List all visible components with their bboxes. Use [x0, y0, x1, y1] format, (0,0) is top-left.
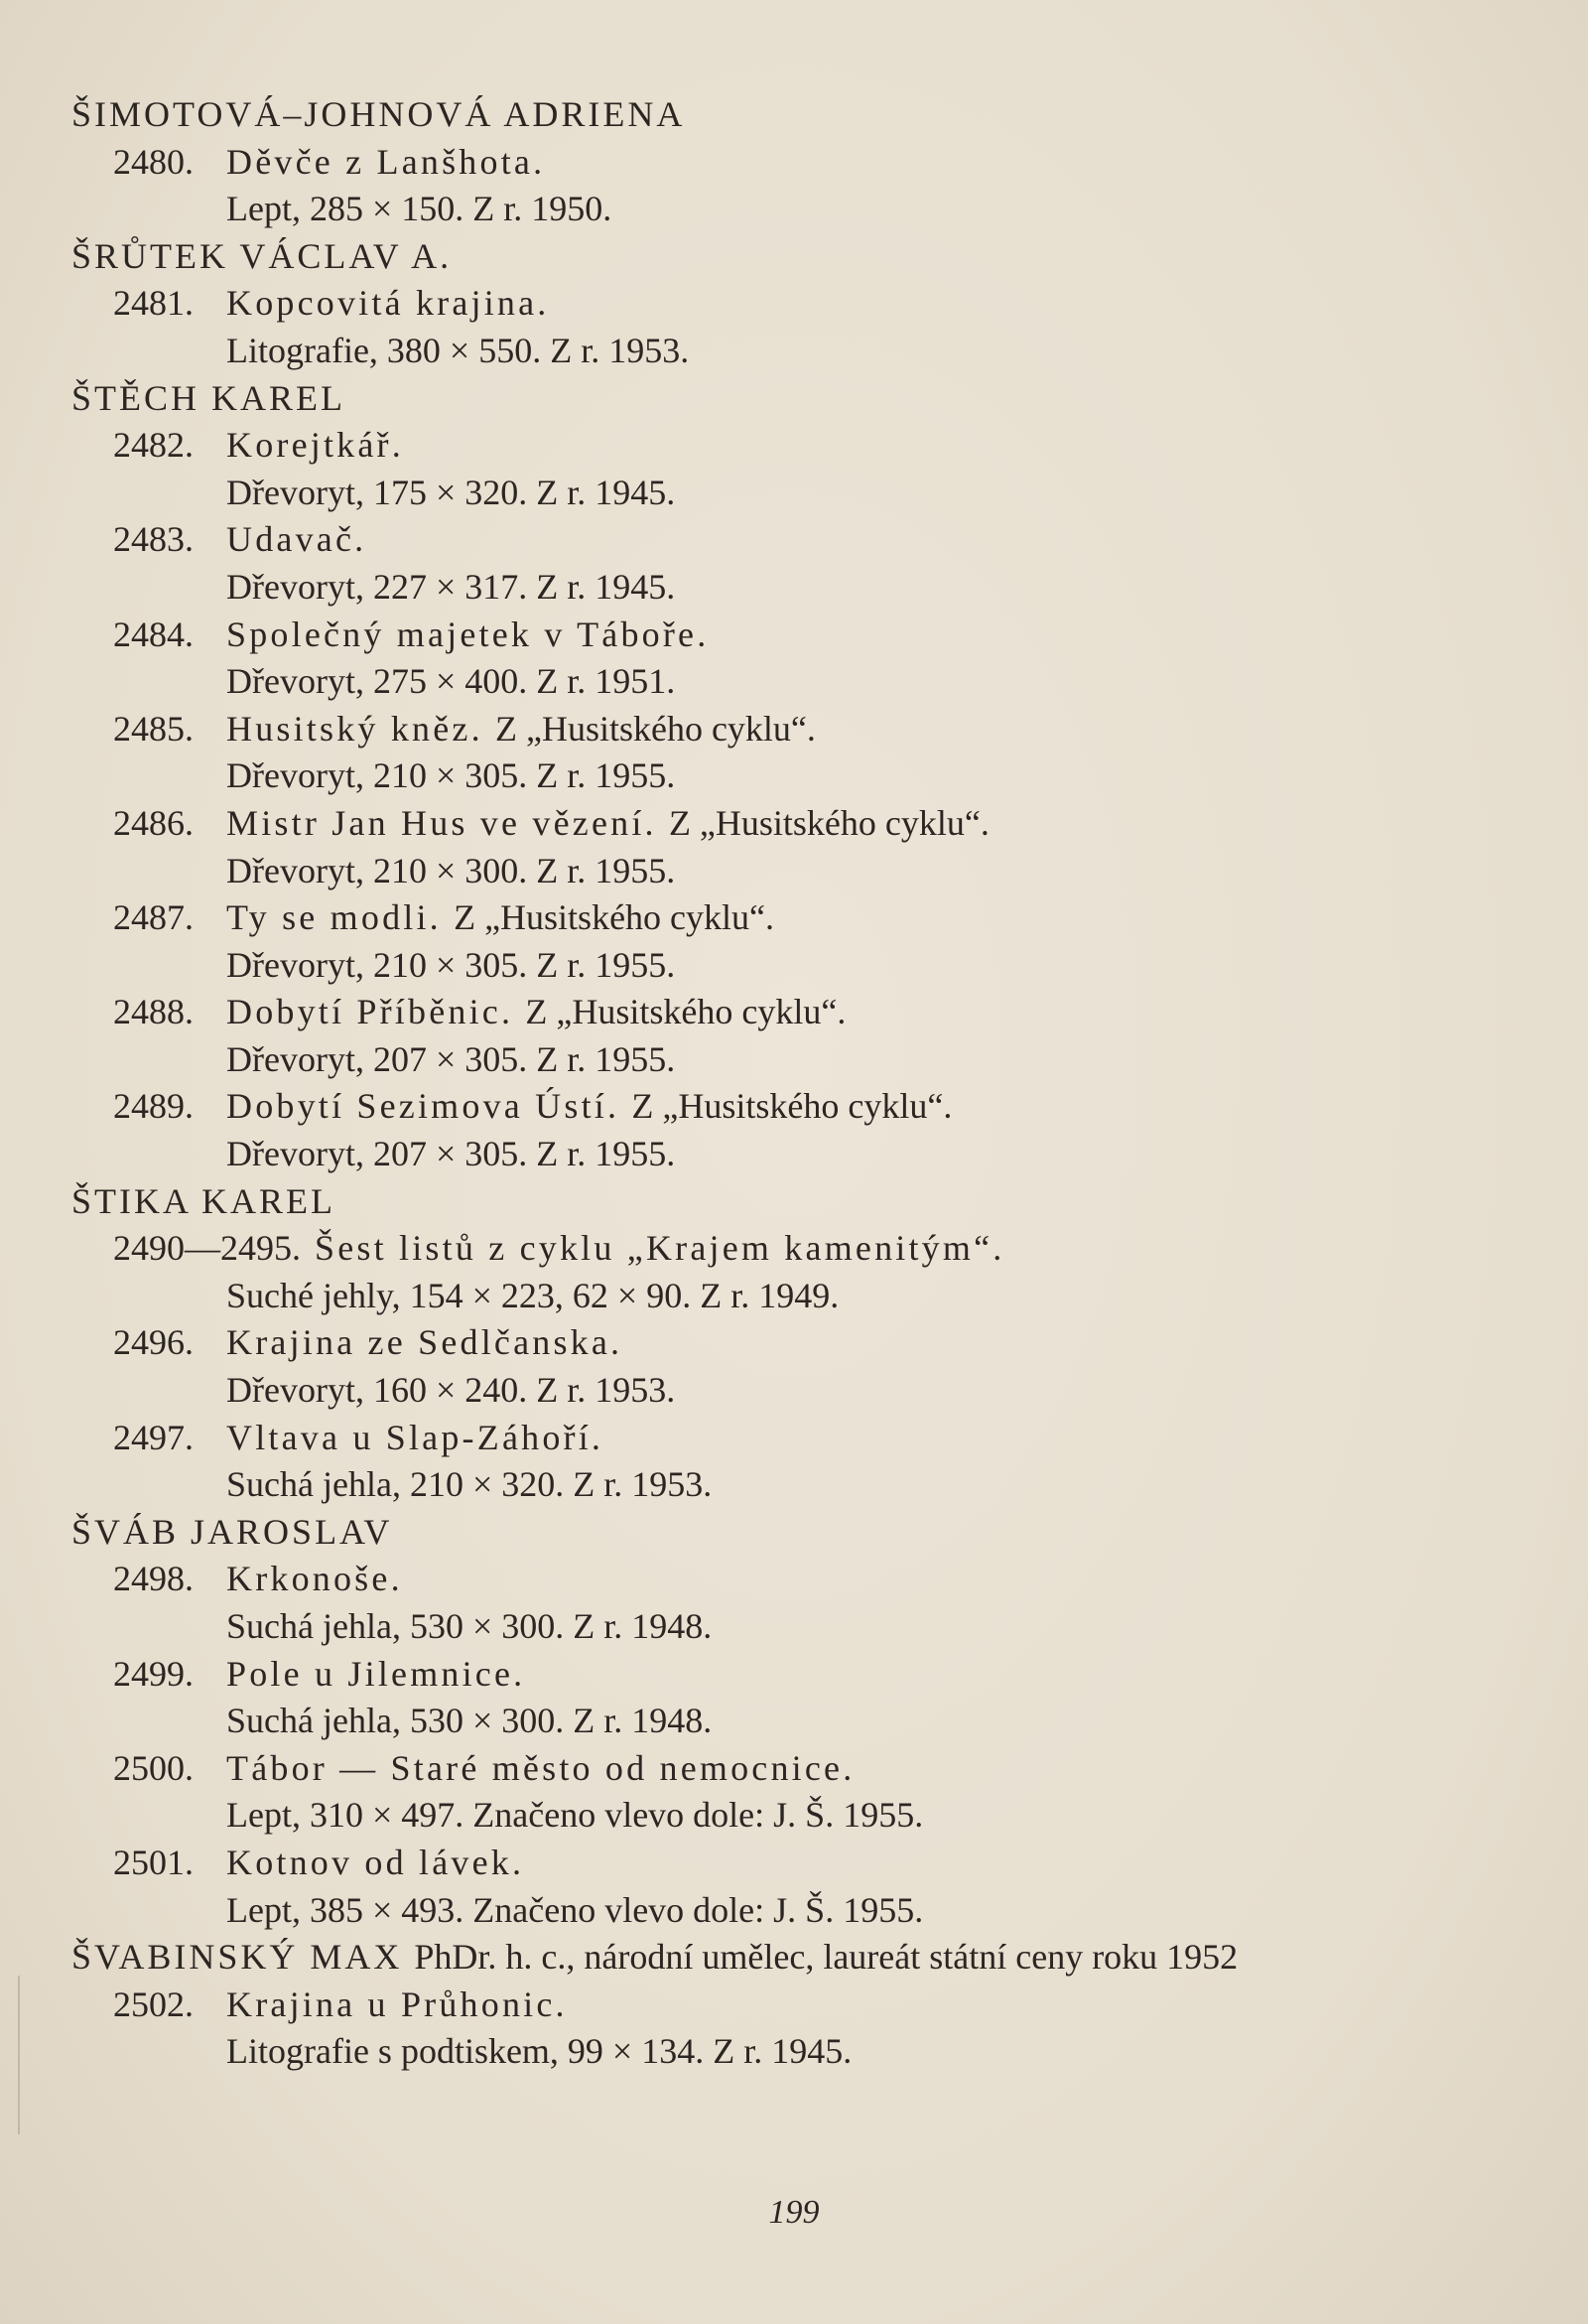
entry-number: 2502.	[113, 1983, 194, 2024]
catalog-entry	[71, 1225, 1521, 1319]
entry-detail: Dřevoryt, 210 × 305. Z r. 1955.	[226, 755, 676, 796]
entry-number: 2498.	[113, 1559, 194, 1599]
entry-number: 2490—2495.	[113, 1228, 301, 1269]
artist-heading	[71, 1178, 1521, 1226]
entry-source: Z „Husitského cyklu“.	[525, 992, 847, 1032]
entry-number: 2480.	[113, 141, 194, 182]
entry-title-line	[71, 1556, 1521, 1603]
entry-source: Z „Husitského cyklu“.	[494, 708, 816, 749]
entry-title	[226, 142, 545, 182]
entry-title	[226, 1559, 403, 1598]
entry-number: 2486.	[113, 802, 194, 843]
entry-detail: Lept, 310 × 497. Značeno vlevo dole: J. Š. 1955.	[226, 1795, 924, 1836]
entry-title	[226, 1843, 524, 1882]
entry-title	[226, 992, 846, 1031]
entry-detail: Suchá jehla, 530 × 300. Z r. 1948.	[226, 1701, 713, 1741]
catalog-entry	[71, 612, 1521, 706]
entry-title	[226, 1654, 525, 1694]
catalog-entry	[71, 1982, 1521, 2076]
entry-title	[226, 1322, 622, 1362]
entry-title-text: Šest listů z cyklu „Krajem kamenitým“.	[315, 1228, 1005, 1269]
artist-heading	[71, 375, 1521, 423]
entry-number: 2496.	[113, 1322, 194, 1363]
entry-number: 2481.	[113, 283, 194, 324]
entry-title	[226, 1086, 952, 1126]
entry-detail: Suchá jehla, 530 × 300. Z r. 1948.	[226, 1606, 713, 1646]
entry-detail: Dřevoryt, 210 × 305. Z r. 1955.	[226, 944, 676, 985]
entry-detail: Dřevoryt, 210 × 300. Z r. 1955.	[226, 850, 676, 890]
catalog-entry	[71, 706, 1521, 800]
catalog-entry	[71, 1745, 1521, 1840]
catalog-entry	[71, 1651, 1521, 1745]
entry-title-text: Kotnov od lávek.	[226, 1842, 525, 1882]
entry-detail: Litografie, 380 × 550. Z r. 1953.	[226, 330, 690, 370]
entry-title-text: Děvče z Lanšhota.	[226, 141, 546, 182]
entry-title-text: Krajina u Průhonic.	[226, 1983, 568, 2024]
artist-heading	[71, 233, 1521, 281]
entry-title	[226, 1984, 568, 2024]
entry-title-line	[71, 139, 1521, 187]
entry-number: 2484.	[113, 614, 194, 654]
entry-number: 2499.	[113, 1653, 194, 1694]
entry-title	[226, 1748, 855, 1788]
entry-title	[226, 803, 990, 843]
entry-title	[226, 615, 709, 654]
artist-heading	[71, 1934, 1521, 1982]
artist-name: ŠVÁB JAROSLAV	[71, 1511, 393, 1552]
catalog-entry	[71, 1556, 1521, 1650]
page-number: 199	[768, 2194, 820, 2231]
entry-title-text: Ty se modli.	[226, 897, 442, 938]
entry-title-line	[71, 1745, 1521, 1793]
artist-name: ŠVABINSKÝ MAX	[71, 1937, 403, 1978]
entry-title-line	[71, 800, 1521, 848]
entry-number: 2483.	[113, 519, 194, 560]
entry-title	[315, 1228, 1004, 1268]
entry-source: Z „Husitského cyklu“.	[668, 802, 990, 843]
artist-name: ŠTIKA KAREL	[71, 1180, 335, 1221]
margin-mark	[18, 1976, 20, 2134]
entry-source: Z „Husitského cyklu“.	[454, 897, 775, 938]
entry-detail: Dřevoryt, 160 × 240. Z r. 1953.	[226, 1370, 676, 1411]
entry-title-line	[71, 1651, 1521, 1699]
catalog-listing	[71, 91, 1521, 2076]
artist-heading	[71, 91, 1521, 139]
entry-number: 2482.	[113, 425, 194, 466]
entry-title	[226, 1418, 603, 1457]
catalog-entry	[71, 989, 1521, 1083]
entry-detail: Dřevoryt, 207 × 305. Z r. 1955.	[226, 1038, 676, 1079]
entry-number: 2500.	[113, 1747, 194, 1788]
entry-number: 2488.	[113, 992, 194, 1032]
entry-title	[226, 519, 366, 559]
entry-source: Z „Husitského cyklu“.	[631, 1086, 953, 1127]
entry-title-line	[71, 1982, 1521, 2029]
entry-title-text: Společný majetek v Táboře.	[226, 614, 710, 654]
entry-title-text: Korejtkář.	[226, 425, 404, 466]
entry-title-text: Mistr Jan Hus ve vězení.	[226, 802, 657, 843]
entry-title-line	[71, 1319, 1521, 1367]
catalog-entry	[71, 1415, 1521, 1509]
entry-title-line	[71, 516, 1521, 564]
entry-title-line	[71, 1415, 1521, 1462]
entry-number: 2497.	[113, 1417, 194, 1457]
entry-title-text: Vltava u Slap-Záhoří.	[226, 1417, 604, 1457]
entry-title-text: Krkonoše.	[226, 1559, 403, 1599]
artist-note: PhDr. h. c., národní umělec, laureát státní ceny roku 1952	[414, 1937, 1239, 1978]
entry-title	[226, 283, 550, 323]
artist-name: ŠRŮTEK VÁCLAV A.	[71, 235, 453, 276]
catalog-entry	[71, 1083, 1521, 1177]
artist-name: ŠTĚCH KAREL	[71, 377, 345, 418]
entry-title	[226, 709, 816, 749]
entry-number: 2487.	[113, 897, 194, 938]
entry-detail: Litografie s podtiskem, 99 × 134. Z r. 1945.	[226, 2031, 853, 2072]
entry-title-line	[71, 1083, 1521, 1131]
entry-title-text: Dobytí Příběnic.	[226, 992, 514, 1032]
entry-number: 2485.	[113, 708, 194, 749]
entry-title	[226, 897, 774, 937]
entry-title-line	[71, 280, 1521, 328]
entry-title-line	[71, 612, 1521, 659]
catalog-entry	[71, 1840, 1521, 1934]
entry-detail: Dřevoryt, 275 × 400. Z r. 1951.	[226, 661, 676, 702]
catalog-entry	[71, 516, 1521, 611]
catalog-entry	[71, 139, 1521, 233]
artist-name: ŠIMOTOVÁ–JOHNOVÁ ADRIENA	[71, 94, 686, 134]
entry-title-text: Tábor — Staré město od nemocnice.	[226, 1747, 856, 1788]
catalog-entry	[71, 894, 1521, 989]
entry-detail: Suché jehly, 154 × 223, 62 × 90. Z r. 1949.	[226, 1275, 840, 1315]
entry-title-text: Pole u Jilemnice.	[226, 1653, 526, 1694]
entry-title-line	[71, 1840, 1521, 1887]
catalog-entry	[71, 1319, 1521, 1414]
entry-title-line	[71, 1225, 1521, 1273]
entry-detail: Dřevoryt, 175 × 320. Z r. 1945.	[226, 472, 676, 512]
entry-detail: Lept, 385 × 493. Značeno vlevo dole: J. Š. 1955.	[226, 1889, 924, 1930]
entry-title-line	[71, 989, 1521, 1036]
entry-title-line	[71, 894, 1521, 942]
catalog-entry	[71, 280, 1521, 374]
entry-title-text: Krajina ze Sedlčanska.	[226, 1322, 623, 1363]
artist-heading	[71, 1509, 1521, 1557]
entry-number: 2489.	[113, 1086, 194, 1127]
entry-title-line	[71, 422, 1521, 470]
entry-title-line	[71, 706, 1521, 753]
catalog-entry	[71, 800, 1521, 894]
catalog-entry	[71, 422, 1521, 516]
entry-title-text: Dobytí Sezimova Ústí.	[226, 1086, 620, 1127]
entry-number: 2501.	[113, 1842, 194, 1882]
entry-detail: Lept, 285 × 150. Z r. 1950.	[226, 189, 612, 229]
entry-title-text: Udavač.	[226, 519, 367, 560]
entry-detail: Dřevoryt, 227 × 317. Z r. 1945.	[226, 566, 676, 607]
entry-title-text: Kopcovitá krajina.	[226, 283, 550, 324]
entry-title	[226, 425, 404, 465]
entry-detail: Dřevoryt, 207 × 305. Z r. 1955.	[226, 1134, 676, 1174]
entry-title-text: Husitský kněz.	[226, 708, 483, 749]
entry-detail: Suchá jehla, 210 × 320. Z r. 1953.	[226, 1464, 713, 1505]
